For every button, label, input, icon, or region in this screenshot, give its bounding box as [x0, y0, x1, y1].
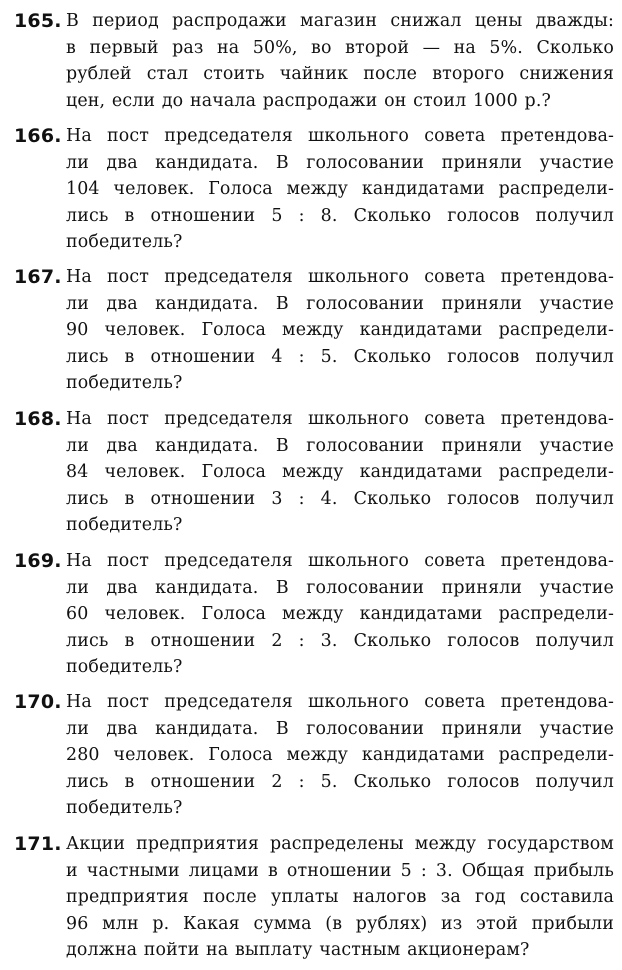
text-line: лись в отношении 3 : 4. Сколько голосов получил	[66, 488, 614, 509]
text-line: На пост председателя школьного совета претендова-	[66, 126, 614, 146]
text-line: в первый раз на 50%, во второй — на 5%. Сколько	[66, 37, 614, 58]
text-line: рублей стал стоить чайник после второго снижения	[66, 64, 614, 84]
problem-text	[66, 264, 614, 397]
problem-170	[14, 689, 614, 822]
text-line: ли два кандидата. В голосовании приняли участие	[66, 718, 614, 739]
text-line: лись в отношении 2 : 3. Сколько голосов получил	[66, 630, 614, 651]
text-line: 96 млн р. Какая сумма (в рублях) из этой прибыли	[66, 913, 614, 934]
problem-text	[66, 123, 614, 256]
text-line: В период распродажи магазин снижал цены дважды:	[66, 11, 614, 31]
problem-165	[14, 8, 614, 114]
text-line: ли два кандидата. В голосовании приняли участие	[66, 152, 614, 173]
text-line: ли два кандидата. В голосовании приняли участие	[66, 293, 614, 314]
text-line: цен, если до начала распродажи он стоил 1000 р.?	[66, 90, 551, 111]
problem-number: 170.	[14, 691, 62, 713]
text-line: и частными лицами в отношении 5 : 3. Общая прибыль	[66, 860, 614, 881]
text-line: 280 человек. Голоса между кандидатами распредели-	[66, 745, 614, 765]
problem-169	[14, 548, 614, 681]
text-line: лись в отношении 4 : 5. Сколько голосов получил	[66, 346, 614, 367]
problem-number: 165.	[14, 10, 62, 32]
text-line: 84 человек. Голоса между кандидатами распредели-	[66, 462, 614, 482]
problem-text	[66, 548, 614, 681]
text-line: лись в отношении 5 : 8. Сколько голосов получил	[66, 205, 614, 226]
text-line: победитель?	[66, 515, 183, 535]
text-line: ли два кандидата. В голосовании приняли участие	[66, 435, 614, 456]
text-line: победитель?	[66, 798, 183, 818]
text-line: Акции предприятия распределены между государством	[66, 834, 614, 854]
text-line: На пост председателя школьного совета претендова-	[66, 267, 614, 287]
text-line: лись в отношении 2 : 5. Сколько голосов получил	[66, 771, 614, 792]
problem-number: 168.	[14, 408, 62, 430]
text-line: победитель?	[66, 657, 183, 677]
problem-166	[14, 123, 614, 256]
problem-171	[14, 831, 614, 964]
text-line: должна пойти на выплату частным акционерам?	[66, 940, 530, 960]
text-line: На пост председателя школьного совета претендова-	[66, 551, 614, 571]
text-line: предприятия после уплаты налогов за год составила	[66, 887, 614, 907]
problem-168	[14, 406, 614, 539]
text-line: 60 человек. Голоса между кандидатами распредели-	[66, 604, 614, 624]
text-line: На пост председателя школьного совета претендова-	[66, 409, 614, 429]
problem-text	[66, 8, 614, 114]
text-line: На пост председателя школьного совета претендова-	[66, 692, 614, 712]
problem-167	[14, 264, 614, 397]
text-line: победитель?	[66, 232, 183, 252]
problem-number: 167.	[14, 266, 62, 288]
text-line: ли два кандидата. В голосовании приняли участие	[66, 577, 614, 598]
problem-number: 169.	[14, 550, 62, 572]
text-line: 104 человек. Голоса между кандидатами распредели-	[66, 179, 614, 199]
problem-number: 166.	[14, 125, 62, 147]
text-line: 90 человек. Голоса между кандидатами распредели-	[66, 320, 614, 340]
text-line: победитель?	[66, 373, 183, 393]
problem-text	[66, 689, 614, 822]
problem-text	[66, 406, 614, 539]
problem-text	[66, 831, 614, 964]
problem-number: 171.	[14, 833, 62, 855]
